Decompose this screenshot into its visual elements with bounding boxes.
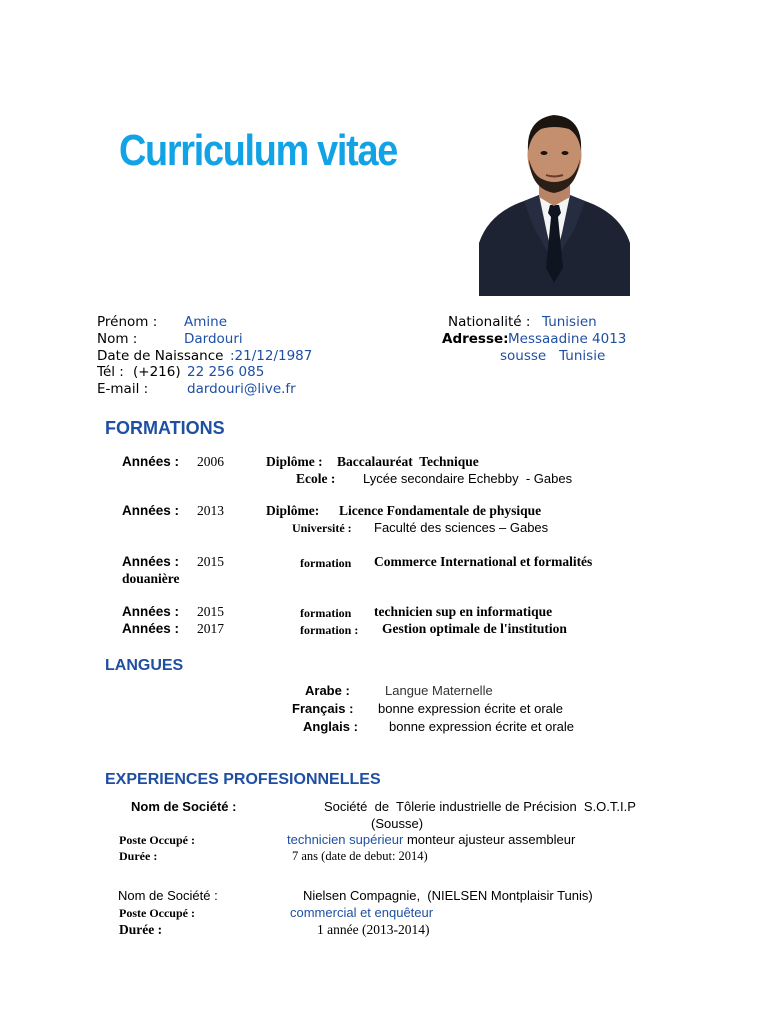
email-label: E-mail : <box>97 381 149 397</box>
nom-label: Nom : <box>97 331 138 347</box>
langue-name: Anglais : <box>303 719 358 734</box>
societe-value-cont: (Sousse) <box>371 816 424 831</box>
profile-photo <box>479 93 630 296</box>
duree-label: Durée : <box>119 849 158 863</box>
poste-value-highlight: commercial et enquêteur <box>290 905 434 920</box>
email-value[interactable]: dardouri@live.fr <box>187 381 296 397</box>
societe-value: Société de Tôlerie industrielle de Précision S.O.T.I.P <box>324 799 636 814</box>
nationalite-value: Tunisien <box>542 314 597 330</box>
formation-continuation: douanière <box>122 571 180 586</box>
societe-label: Nom de Société : <box>118 888 218 903</box>
langue-name: Arabe : <box>305 683 350 698</box>
nationalite-label: Nationalité : <box>448 314 531 330</box>
formation-sub-label: Ecole : <box>296 471 336 486</box>
formations-heading: FORMATIONS <box>105 418 225 438</box>
langue-level: bonne expression écrite et orale <box>389 719 575 734</box>
formation-label: formation : <box>300 623 359 637</box>
duree-value: 1 année (2013-2014) <box>317 922 430 937</box>
societe-value: Nielsen Compagnie, (NIELSEN Montplaisir Tunis) <box>303 888 593 903</box>
prenom-value: Amine <box>184 314 227 330</box>
duree-value: 7 ans (date de debut: 2014) <box>292 849 428 863</box>
person-portrait-icon <box>479 93 630 296</box>
formation-year: 2013 <box>197 503 224 518</box>
adresse-line-2: sousse Tunisie <box>500 348 606 364</box>
poste-label: Poste Occupé : <box>119 833 195 847</box>
formation-value: Commerce International et formalités <box>374 554 593 569</box>
formation-year: 2015 <box>197 604 224 619</box>
formation-sub-value: Lycée secondaire Echebby - Gabes <box>363 471 573 486</box>
annees-label: Années : <box>122 554 180 569</box>
page-title: Curriculum vitae <box>119 126 397 175</box>
langue-level: bonne expression écrite et orale <box>378 701 564 716</box>
poste-value: monteur ajusteur assembleur <box>403 832 576 847</box>
annees-label: Années : <box>122 503 180 518</box>
formation-year: 2006 <box>197 454 224 469</box>
tel-value: 22 256 085 <box>187 364 265 380</box>
formation-label: Diplôme: <box>266 503 320 518</box>
formation-year: 2017 <box>197 621 224 636</box>
formation-value: technicien sup en informatique <box>374 604 553 619</box>
annees-label: Années : <box>122 621 180 636</box>
tel-label: Tél : <box>97 364 124 380</box>
prenom-label: Prénom : <box>97 314 158 330</box>
naissance-label: Date de Naissance <box>97 348 224 364</box>
tel-prefix: (+216) <box>133 364 181 380</box>
langue-name: Français : <box>292 701 354 716</box>
poste-label: Poste Occupé : <box>119 906 195 920</box>
langue-level: Langue Maternelle <box>385 683 493 698</box>
annees-label: Années : <box>122 604 180 619</box>
naissance-value: :21/12/1987 <box>230 348 313 364</box>
formation-sub-value: Faculté des sciences – Gabes <box>374 520 549 535</box>
adresse-line-1: Messaadine 4013 <box>508 331 627 347</box>
formation-value: Baccalauréat Technique <box>337 454 479 469</box>
langues-heading: LANGUES <box>105 657 184 674</box>
poste-value-highlight: technicien supérieur <box>287 832 404 847</box>
formation-year: 2015 <box>197 554 224 569</box>
experiences-heading: EXPERIENCES PROFESIONNELLES <box>105 771 381 788</box>
formation-label: Diplôme : <box>266 454 323 469</box>
formation-label: formation <box>300 556 352 570</box>
formation-label: formation <box>300 606 352 620</box>
formation-sub-label: Université : <box>292 521 352 535</box>
formation-value: Licence Fondamentale de physique <box>339 503 542 518</box>
annees-label: Années : <box>122 454 180 469</box>
duree-label: Durée : <box>119 922 163 937</box>
formation-value: Gestion optimale de l'institution <box>382 621 567 636</box>
nom-value: Dardouri <box>184 331 243 347</box>
societe-label: Nom de Société : <box>131 799 237 814</box>
adresse-label: Adresse: <box>442 331 509 347</box>
